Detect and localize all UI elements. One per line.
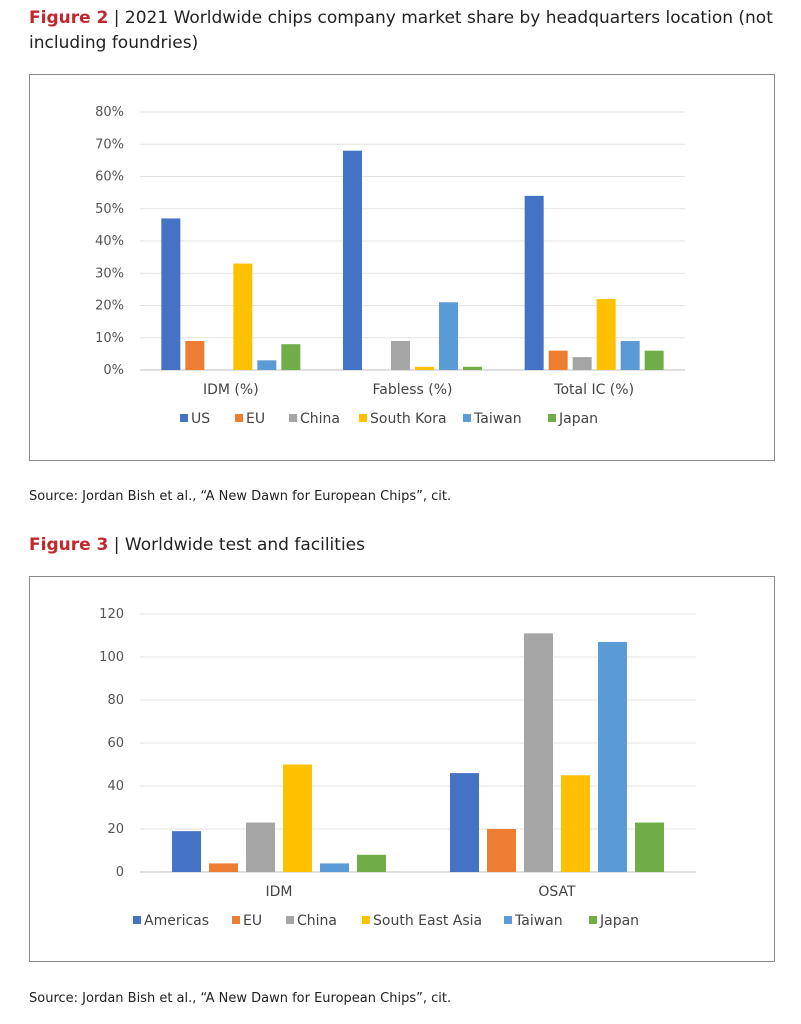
bar-taiwan-total-ic xyxy=(621,341,640,370)
bar-japan-idm xyxy=(281,344,300,370)
figure-2-source: Source: Jordan Bish et al., “A New Dawn for European Chips”, cit. xyxy=(29,489,452,504)
legend-label: China xyxy=(300,411,340,427)
figure-3-title xyxy=(29,533,789,558)
figure-3-separator: | xyxy=(108,535,125,555)
legend-label: Taiwan xyxy=(474,411,522,427)
figure-3-chart-svg xyxy=(30,577,776,963)
bar-taiwan-idm xyxy=(257,360,276,370)
figure-3-label: Figure 3 xyxy=(29,535,109,555)
bar-us-fabless xyxy=(343,151,362,370)
bar-taiwan-fabless xyxy=(439,302,458,370)
bar-japan-total-ic xyxy=(645,351,664,370)
legend-swatch-china xyxy=(289,414,297,422)
bar-south-kora-fabless xyxy=(415,367,434,370)
y-tick-label: 40 xyxy=(107,779,124,794)
y-tick-label: 0% xyxy=(103,363,124,378)
legend-swatch-eu xyxy=(235,414,243,422)
figure-2-title-text: 2021 Worldwide chips company market share by headquarters location (not including foundries) xyxy=(29,8,773,53)
y-tick-label: 100 xyxy=(99,650,124,665)
legend-swatch-south-east-asia xyxy=(362,916,370,924)
bar-china-osat xyxy=(524,633,553,872)
bar-eu-total-ic xyxy=(549,351,568,370)
y-tick-label: 80 xyxy=(107,693,124,708)
y-tick-label: 60% xyxy=(95,169,124,185)
legend-label: Japan xyxy=(600,913,640,929)
figure-3-title-text: Worldwide test and facilities xyxy=(124,535,365,555)
legend-swatch-taiwan xyxy=(463,414,471,422)
y-tick-label: 40% xyxy=(95,234,124,249)
bar-eu-idm xyxy=(209,863,238,872)
bar-south-east-asia-idm xyxy=(283,765,312,873)
legend-label: EU xyxy=(246,411,266,427)
y-tick-label: 60 xyxy=(107,736,124,751)
figure-2-chart xyxy=(29,74,775,461)
y-tick-label: 120 xyxy=(99,607,124,622)
y-tick-label: 20 xyxy=(107,822,124,837)
legend-swatch-eu xyxy=(232,916,240,924)
y-tick-label: 70% xyxy=(95,137,124,153)
figure-2-chart-svg xyxy=(30,75,776,462)
figure-3-source: Source: Jordan Bish et al., “A New Dawn for European Chips”, cit. xyxy=(29,991,452,1006)
y-tick-label: 80% xyxy=(95,105,124,120)
category-label: Fabless (%) xyxy=(372,382,453,398)
legend-label: China xyxy=(297,913,337,929)
y-tick-label: 10% xyxy=(95,330,124,346)
bar-south-east-asia-osat xyxy=(561,775,590,872)
figure-2-title xyxy=(29,6,789,56)
bar-us-total-ic xyxy=(525,196,544,370)
legend-label: EU xyxy=(243,913,263,929)
category-label: IDM xyxy=(265,884,293,900)
bar-japan-fabless xyxy=(463,367,482,370)
bar-us-idm xyxy=(161,218,180,370)
figure-2-separator: | xyxy=(108,8,125,28)
bar-south-kora-total-ic xyxy=(597,299,616,370)
bar-taiwan-osat xyxy=(598,642,627,872)
legend-swatch-japan xyxy=(548,414,556,422)
bar-eu-osat xyxy=(487,829,516,872)
bar-americas-osat xyxy=(450,773,479,872)
legend-swatch-us xyxy=(180,414,188,422)
bar-eu-idm xyxy=(185,341,204,370)
legend-swatch-south-kora xyxy=(359,414,367,422)
bar-taiwan-idm xyxy=(320,863,349,872)
legend-label: South Kora xyxy=(370,411,447,427)
bar-china-idm xyxy=(246,823,275,872)
category-label: OSAT xyxy=(538,884,576,900)
legend-label: Americas xyxy=(144,913,210,929)
bar-americas-idm xyxy=(172,831,201,872)
legend-label: Taiwan xyxy=(515,913,563,929)
bar-south-kora-idm xyxy=(233,264,252,370)
y-tick-label: 30% xyxy=(95,266,124,282)
bar-japan-idm xyxy=(357,855,386,872)
legend-label: South East Asia xyxy=(373,913,483,929)
figure-3-chart xyxy=(29,576,775,962)
y-tick-label: 50% xyxy=(95,201,124,217)
legend-label: Japan xyxy=(559,411,599,427)
bar-china-fabless xyxy=(391,341,410,370)
legend-label: US xyxy=(191,411,211,427)
legend-swatch-taiwan xyxy=(504,916,512,924)
legend-swatch-japan xyxy=(589,916,597,924)
category-label: Total IC (%) xyxy=(554,382,635,398)
bar-japan-osat xyxy=(635,823,664,872)
category-label: IDM (%) xyxy=(202,382,259,398)
legend-swatch-china xyxy=(286,916,294,924)
legend-swatch-americas xyxy=(133,916,141,924)
figure-2-label: Figure 2 xyxy=(29,8,109,28)
bar-china-total-ic xyxy=(573,357,592,370)
y-tick-label: 0 xyxy=(115,865,124,880)
y-tick-label: 20% xyxy=(95,298,124,314)
